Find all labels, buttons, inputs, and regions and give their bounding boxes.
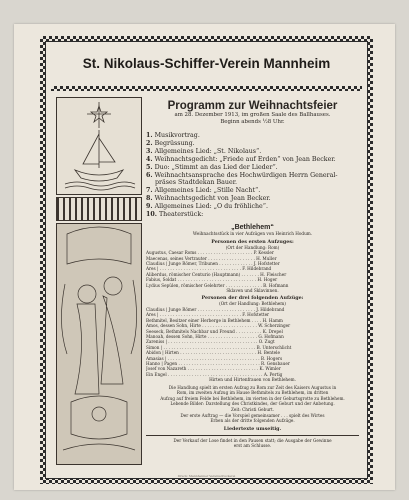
program-start-time: Beginn abends ½8 Uhr. <box>220 119 285 125</box>
cast-line: Ares | . . . . . . . . . . . . . . . . . . . . . . . . . . . . . . . F. Hofstetter <box>146 312 270 318</box>
checkered-border <box>40 36 373 484</box>
cast-line: Lydius Sepülen, römischer Gelehrter . . . . . . . . . . . . . . B. Hofmann <box>146 282 289 288</box>
program-date: am 28. Dezember 1913, im großen Saale des Ballhauses. <box>174 112 331 118</box>
program-item: 4. Weihnachtsgedicht: „Friede auf Erden“ von Jean Becker. <box>146 155 336 163</box>
act1-heading: Personen des ersten Aufzuges: <box>211 238 294 245</box>
nativity-illustration <box>56 223 142 465</box>
act2-place: (Ort der Handlung: Bethlehem) <box>219 301 286 307</box>
divider <box>146 435 359 436</box>
cast-line: Abidon | Hirten . . . . . . . . . . . . . . . . . . . . . . . . . . . . . H. Bentele <box>146 350 280 356</box>
cast-line: Claudius | Junge Römer . . . . . . . . . . . . . . . . . . . . . . J. Hildebrand <box>146 307 285 312</box>
ornament-band <box>56 197 142 221</box>
note-line: Aufzug auf freiem Felde bei Bethlehem, im vierten in der Geburtsgrotte zu Bethlehem. <box>160 395 345 401</box>
angels-nativity-drawing <box>57 224 141 464</box>
program-item: 9. Allgemeines Lied: „O du fröhliche“. <box>146 203 268 211</box>
program-item: 5. Duo: „Stimmt an das Lied der Lieder“. <box>146 163 278 171</box>
cast-line: Ares | . . . . . . . . . . . . . . . . . . . . . . . . . . . . . . . F. Hildebrand <box>146 266 272 272</box>
play-subtitle: Weihnachtsstück in vier Aufzügen von Heinrich Hodum. <box>192 230 313 236</box>
cast-line: Aliberdus, römischer Centurio (Hauptmann) . . . . . . . H. Fleischer <box>146 271 287 277</box>
note-line: Rom, im zweiten Aufzug im Hause Bethmitels zu Bethlehem, im dritten <box>176 390 329 396</box>
cast-line: Ein Engel . . . . . . . . . . . . . . . . . . . . . . . . . . . . . . . . . . . . A. Pertig <box>146 371 283 377</box>
paper-sheet <box>14 24 395 490</box>
cast-line: Fabius, Soldat . . . . . . . . . . . . . . . . . . . . . . . . . . . . . . H. Hoger <box>146 277 278 283</box>
cast-line: Hirten und Hirtenfrauen von Bethlehem. <box>209 377 296 383</box>
act1-cast-list <box>146 250 359 293</box>
program-item: 1. Musikvortrag. <box>146 132 200 139</box>
cast-line: Claudius | Junge Römer, Tribunen . . . . . . . . . . . . . J. Hofstetter <box>146 260 280 266</box>
note-line: Die Handlung spielt im ersten Aufzug zu Rom zur Zeit des Kaisers Augustus in <box>168 384 337 390</box>
cast-line: Zareniss | . . . . . . . . . . . . . . . . . . . . . . . . . . . . . . . . . . O. Zugt <box>146 339 275 345</box>
cast-line: Bethmitel, Besitzer einer Herberge in Bethlehem . . . . H. Hamm <box>146 317 283 323</box>
program-item: 6. Weihnachtsansprache des Hochwürdigen Herrn General- <box>146 171 338 179</box>
program-item: 8. Weihnachtsgedicht von Jean Becker. <box>146 195 271 203</box>
act1-place: (Ort der Handlung: Rom) <box>225 244 280 250</box>
cast-line: Sklaven und Sklavinnen. <box>226 288 279 293</box>
act2-cast-list <box>146 307 359 383</box>
closing-line: Der Verkauf der Lose findet in den Pausen statt; die Ausgabe der Gewinne <box>173 437 332 443</box>
program-item: 10. Theaterstück: <box>146 211 204 219</box>
cast-line: Amos, dessen Sohn, Hirte . . . . . . . . . . . . . . . . . . . . . W. Scherzinger <box>146 323 291 329</box>
program-content <box>146 100 359 449</box>
play-title: „Bethlehem“ <box>231 223 274 231</box>
program-page <box>45 41 368 479</box>
closing-line: erst am Schlusse. <box>233 443 272 449</box>
star-ship-vignette <box>56 97 142 195</box>
act2-heading: Personen der drei folgenden Aufzüge: <box>201 295 304 302</box>
ship-star-illustration <box>57 98 141 194</box>
program-title: Programm zur Weihnachtsfeier <box>167 100 338 112</box>
printer-note: Druck: Mannheimer Vereinsdruckerei <box>177 474 236 478</box>
note-line: Erben als der dritte folgenden Aufzüge. <box>210 418 295 424</box>
note-line: Zeit: Christi Geburt. <box>230 407 275 413</box>
cast-line: Hanno | Pagen . . . . . . . . . . . . . . . . . . . . . . . . . . . . . . . R. Gensbauer <box>146 361 290 367</box>
association-title: St. Nikolaus-Schiffer-Verein Mannheim <box>82 56 331 71</box>
program-list <box>146 132 359 219</box>
note-line: Lebende Bilder: Darstellung des Christkindes, der Geburt und der Anbetung. <box>170 401 335 407</box>
checkered-divider <box>51 86 362 91</box>
cast-line: Josef von Nazareth . . . . . . . . . . . . . . . . . . . . . . . . . . . K. Wimler <box>146 366 281 372</box>
note-line: Der erste Auftrag — die Vorspiel gemeinsamer . . . spielt des Wirtes <box>180 412 325 418</box>
cast-line: Augustus, Caesar Roms . . . . . . . . . . . . . . . . . . . . . P. Kessler <box>146 250 274 256</box>
play-notes <box>146 385 359 424</box>
cast-line: Seeseck, Bethmitels Nachbar und Freund . . . . . . . . . . K. Drepel <box>146 328 283 334</box>
program-item: 7. Allgemeines Lied: „Stille Nacht“. <box>146 187 261 195</box>
program-item: 2. Begrüssung. <box>146 139 195 147</box>
cast-line: Simon | . . . . . . . . . . . . . . . . . . . . . . . . . . . . . . . . . . . B. Unterschlicht <box>146 344 292 350</box>
lieder-note: Liedertexte umseitig. <box>223 425 282 432</box>
cast-line: Amasias | . . . . . . . . . . . . . . . . . . . . . . . . . . . . . . . . . . . B. Hogers <box>146 355 283 361</box>
program-item: präses Stadtdekan Bauer. <box>155 179 238 187</box>
cast-line: Manoah, dessen Sohn, Hirte . . . . . . . . . . . . . . . . . . . G. Hofmann <box>146 334 284 340</box>
cast-line: Maecenas, seines Vertrauter . . . . . . . . . . . . . . . . . . H. Muller <box>146 255 277 261</box>
program-item: 3. Allgemeines Lied: „St. Nikolaus“. <box>146 147 262 155</box>
illustration-column <box>56 97 140 463</box>
